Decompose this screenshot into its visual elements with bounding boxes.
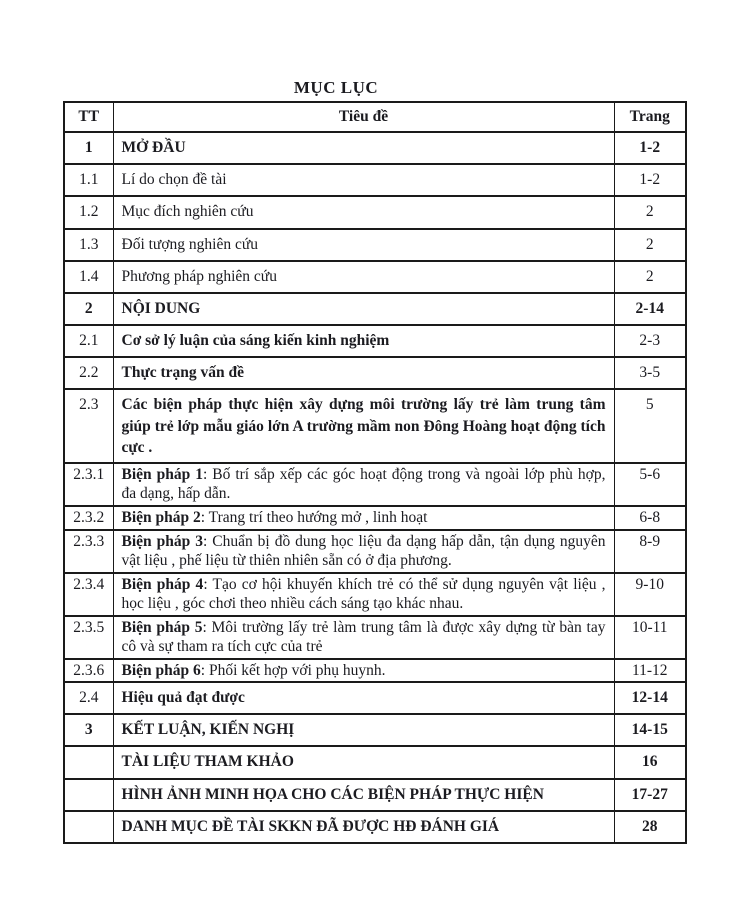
toc-cell-title [113, 746, 614, 778]
toc-cell-page: 5 [614, 389, 686, 463]
toc-cell-title [113, 196, 614, 228]
toc-cell-tt: 1.3 [64, 229, 113, 261]
table-row [64, 325, 686, 357]
table-row [64, 506, 686, 530]
toc-cell-tt: 2.3.3 [64, 530, 113, 573]
toc-cell-title [113, 164, 614, 196]
toc-cell-title [113, 714, 614, 746]
table-row [64, 229, 686, 261]
toc-cell-page: 8-9 [614, 530, 686, 573]
toc-cell-page: 1-2 [614, 132, 686, 164]
table-row [64, 463, 686, 506]
toc-cell-page: 2 [614, 229, 686, 261]
column-header-tt: TT [64, 102, 113, 132]
table-row [64, 682, 686, 714]
toc-cell-tt: 2.3.5 [64, 616, 113, 659]
table-row [64, 261, 686, 293]
toc-cell-tt [64, 811, 113, 843]
toc-cell-tt: 1.1 [64, 164, 113, 196]
toc-cell-page: 1-2 [614, 164, 686, 196]
toc-cell-page: 14-15 [614, 714, 686, 746]
toc-cell-title [113, 811, 614, 843]
table-row [64, 132, 686, 164]
toc-cell-tt: 2.3 [64, 389, 113, 463]
toc-title-lead: KẾT LUẬN, KIẾN NGHỊ [121, 721, 295, 739]
toc-cell-page: 2-3 [614, 325, 686, 357]
table-row [64, 164, 686, 196]
toc-cell-title [113, 530, 614, 573]
toc-cell-title [113, 325, 614, 357]
toc-cell-page: 10-11 [614, 616, 686, 659]
toc-title-lead: NỘI DUNG [121, 299, 201, 317]
table-row [64, 616, 686, 659]
toc-cell-title [113, 293, 614, 325]
toc-title-lead: Biện pháp 6 [121, 661, 201, 679]
table-row [64, 530, 686, 573]
toc-cell-page: 9-10 [614, 573, 686, 616]
toc-cell-tt: 2 [64, 293, 113, 325]
toc-title-text: : Chuẩn bị đồ dung học liệu đa dạng hấp dẫn, tận dụng nguyên vật liệu , phế liệu từ thiên nhiên sẵn có ở địa phương. [121, 532, 606, 570]
toc-cell-title [113, 779, 614, 811]
toc-cell-page: 11-12 [614, 659, 686, 683]
toc-cell-page: 6-8 [614, 506, 686, 530]
toc-title-lead: Biện pháp 2 [121, 509, 201, 526]
toc-cell-tt: 2.1 [64, 325, 113, 357]
toc-cell-page: 2 [614, 196, 686, 228]
toc-cell-tt: 1.4 [64, 261, 113, 293]
table-row [64, 357, 686, 389]
toc-cell-page: 3-5 [614, 357, 686, 389]
toc-title-lead: Biện pháp 4 [121, 575, 204, 593]
toc-cell-tt: 2.2 [64, 357, 113, 389]
table-row [64, 811, 686, 843]
toc-cell-title [113, 682, 614, 714]
table-row [64, 389, 686, 463]
toc-title-lead: Biện pháp 3 [121, 532, 203, 550]
toc-cell-page: 16 [614, 746, 686, 778]
toc-cell-page: 12-14 [614, 682, 686, 714]
toc-title-lead: Biện pháp 5 [121, 618, 203, 636]
toc-title-text: Phương pháp nghiên cứu [121, 267, 277, 285]
toc-cell-tt: 1.2 [64, 196, 113, 228]
toc-title-lead: Cơ sở lý luận của sáng kiến kinh nghiệm [121, 331, 390, 349]
toc-title-text: Đối tượng nghiên cứu [121, 235, 258, 253]
toc-cell-tt: 2.3.4 [64, 573, 113, 616]
toc-cell-tt [64, 746, 113, 778]
document-page [63, 78, 685, 844]
table-row [64, 659, 686, 683]
toc-cell-title [113, 506, 614, 530]
toc-cell-title [113, 659, 614, 683]
toc-cell-tt: 1 [64, 132, 113, 164]
table-row [64, 196, 686, 228]
table-row [64, 293, 686, 325]
column-header-title: Tiêu đề [113, 102, 614, 132]
toc-title-text: Lí do chọn đề tài [121, 171, 227, 189]
toc-cell-tt: 2.3.1 [64, 463, 113, 506]
toc-cell-title [113, 132, 614, 164]
toc-cell-tt: 2.3.6 [64, 659, 113, 683]
toc-cell-title [113, 573, 614, 616]
toc-cell-tt: 3 [64, 714, 113, 746]
toc-title-text: : Tạo cơ hội khuyến khích trẻ có thể sử dụng nguyên vật liệu , học liệu , góc chơi theo nhiều cách sáng tạo khác nhau. [121, 575, 606, 613]
toc-cell-page: 5-6 [614, 463, 686, 506]
toc-cell-page: 2 [614, 261, 686, 293]
toc-title-text: : Trang trí theo hướng mở , linh hoạt [200, 509, 428, 526]
table-row [64, 714, 686, 746]
toc-cell-title [113, 261, 614, 293]
toc-cell-tt: 2.3.2 [64, 506, 113, 530]
toc-cell-page: 28 [614, 811, 686, 843]
toc-title-lead: Biện pháp 1 [121, 465, 203, 483]
toc-title-text: Mục đích nghiên cứu [121, 203, 254, 221]
toc-title-lead: Các biện pháp thực hiện xây dựng môi trường lấy trẻ làm trung tâm giúp trẻ lớp mẫu giáo lớn A trường mầm non Đông Hoàng hoạt động tích cực . [121, 396, 606, 456]
toc-title-lead: MỞ ĐẦU [121, 139, 186, 157]
toc-cell-title [113, 357, 614, 389]
toc-title-lead: Hiệu quả đạt được [121, 689, 245, 707]
toc-cell-title [113, 463, 614, 506]
table-header-row [64, 102, 686, 132]
toc-title-text: : Môi trường lấy trẻ làm trung tâm là được xây dựng từ bàn tay cô và sự tham ra tích cực của trẻ [121, 618, 606, 656]
table-row [64, 573, 686, 616]
toc-title-text: : Phối kết hợp với phụ huynh. [200, 661, 386, 679]
table-row [64, 779, 686, 811]
toc-table [63, 101, 687, 844]
toc-cell-page: 2-14 [614, 293, 686, 325]
toc-cell-title [113, 616, 614, 659]
toc-cell-page: 17-27 [614, 779, 686, 811]
page-title: MỤC LỤC [293, 78, 379, 97]
toc-title-lead: HÌNH ẢNH MINH HỌA CHO CÁC BIỆN PHÁP THỰC HIỆN [121, 785, 544, 803]
toc-title-lead: DANH MỤC ĐỀ TÀI SKKN ĐÃ ĐƯỢC HĐ ĐÁNH GIÁ [121, 817, 500, 835]
toc-title-lead: TÀI LIỆU THAM KHẢO [121, 753, 294, 771]
table-row [64, 746, 686, 778]
toc-title-lead: Thực trạng vấn đề [121, 364, 245, 382]
toc-title-text: : Bố trí sắp xếp các góc hoạt động trong và ngoài lớp phù hợp, đa dạng, hấp dẫn. [121, 465, 606, 503]
toc-cell-tt: 2.4 [64, 682, 113, 714]
toc-cell-tt [64, 779, 113, 811]
toc-cell-title [113, 229, 614, 261]
toc-cell-title [113, 389, 614, 463]
column-header-page: Trang [614, 102, 686, 132]
